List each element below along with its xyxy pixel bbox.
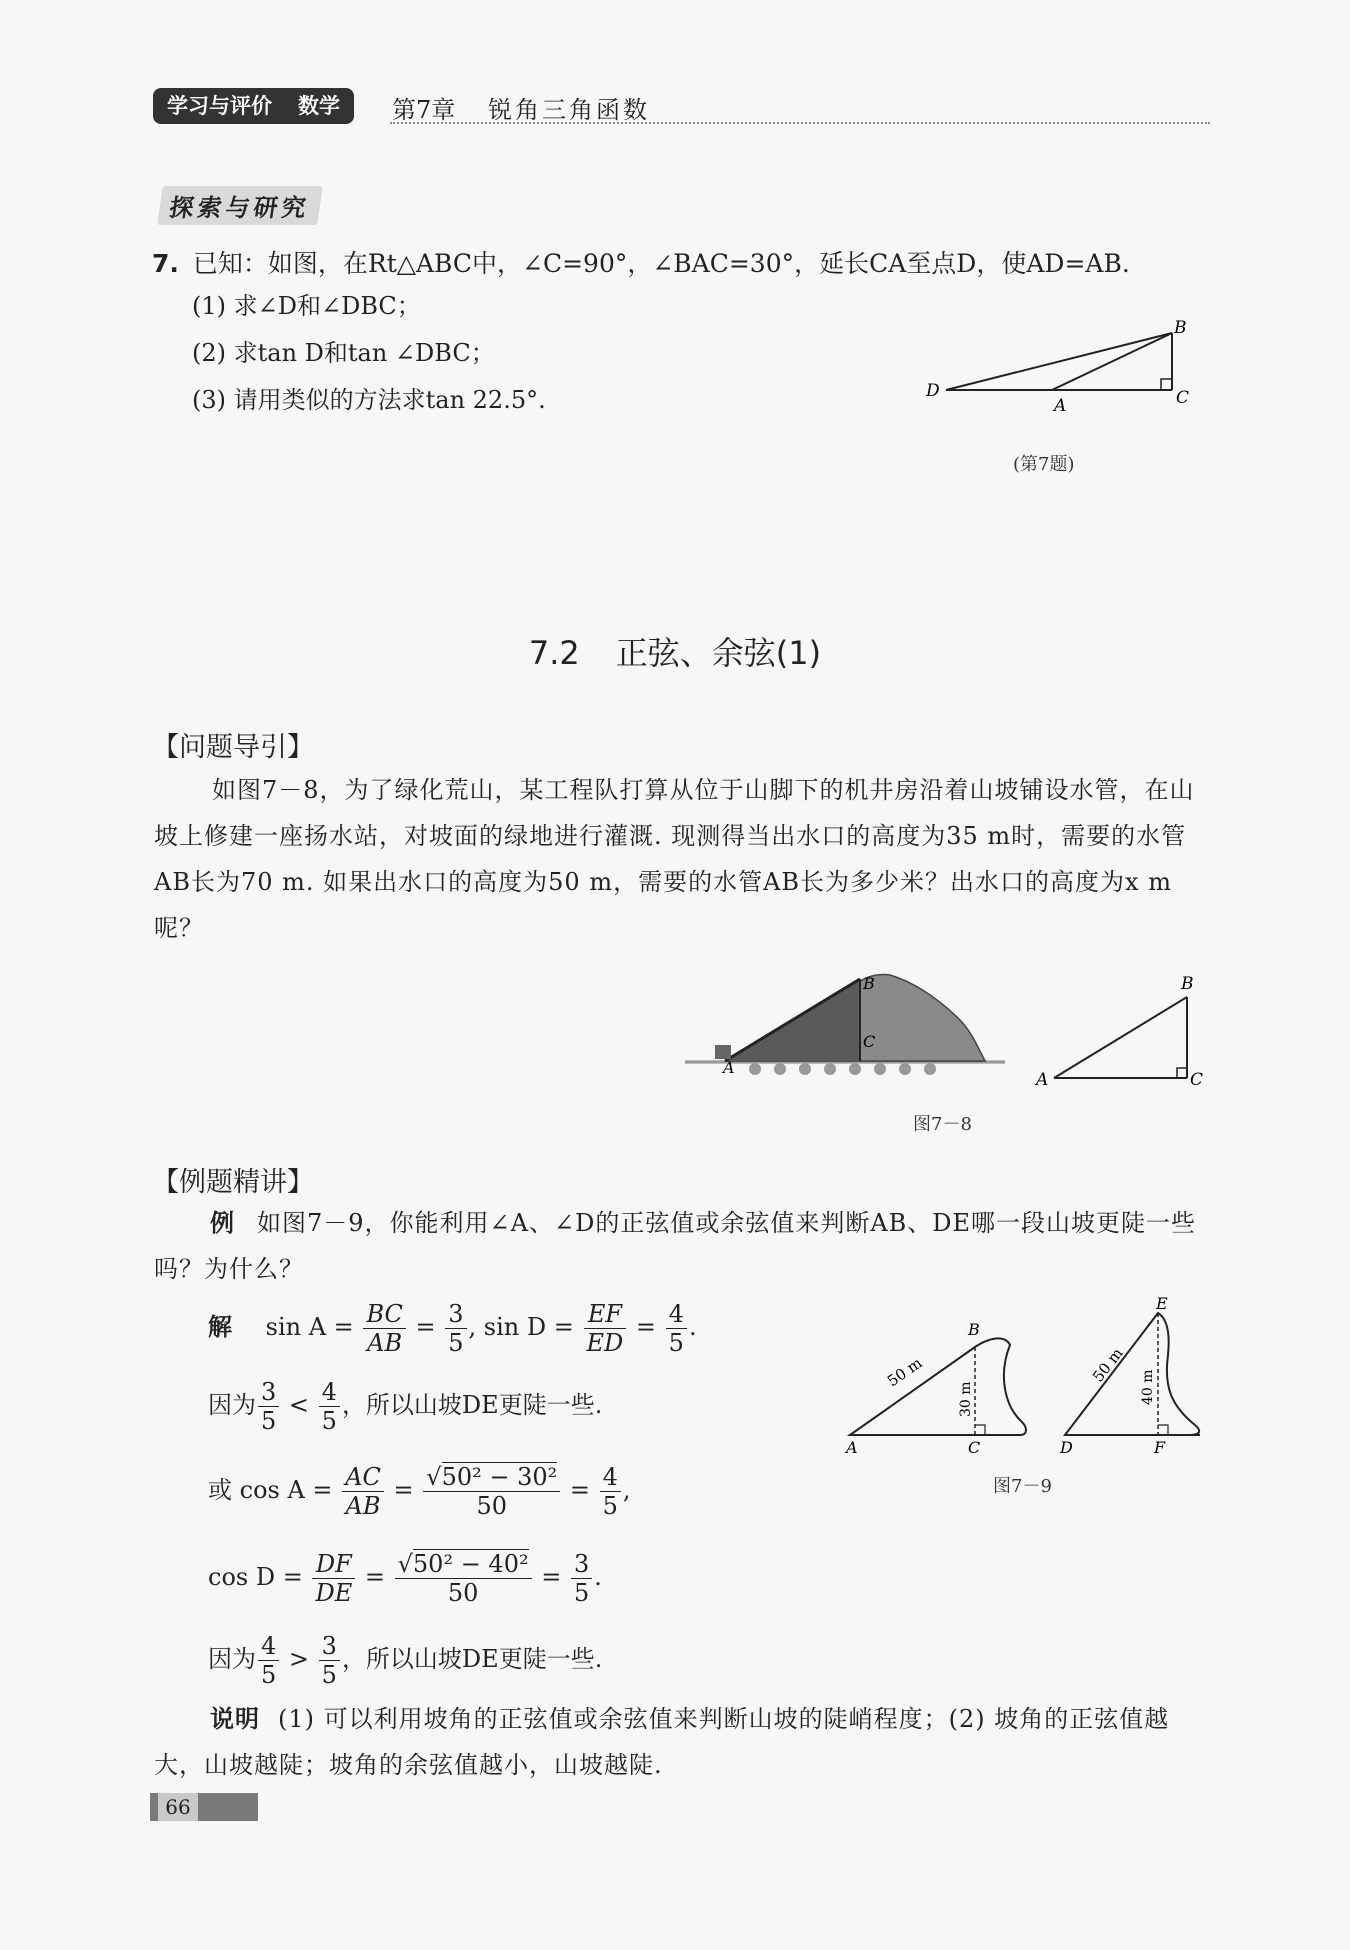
label-A2: A <box>1036 1070 1049 1090</box>
frac-4-5: $\frac{4}{5}$ <box>319 1378 340 1435</box>
label-C: C <box>863 1032 876 1051</box>
question-text: 已知：如图，在Rt△ABC中，∠C=90°，∠BAC=30°，延长CA至点D，使AD=AB. <box>192 249 1130 278</box>
label-B: B <box>863 974 875 993</box>
question-part-3: (3) 请用类似的方法求tan 22.5°. <box>192 386 546 414</box>
label-A: A <box>846 1438 858 1455</box>
label-C: C <box>1176 388 1190 408</box>
solution-line-2: 因为 $\frac{3}{5}$ < $\frac{4}{5}$ ，所以山坡DE更陡一些. <box>208 1378 603 1435</box>
label-E: E <box>1156 1295 1168 1313</box>
frac-3-5: $\frac{3}{5}$ <box>319 1632 340 1689</box>
label-A: A <box>723 1058 735 1077</box>
question-part-2: (2) 求tan D和tan ∠DBC； <box>192 339 495 367</box>
label-F: F <box>1154 1438 1166 1455</box>
solution-line-5: 因为 $\frac{4}{5}$ > $\frac{3}{5}$ ，所以山坡DE更陡一些. <box>208 1632 603 1689</box>
solution-label: 解 <box>208 1313 232 1341</box>
section-number: 7.2 <box>528 634 580 672</box>
frac-4-5: $\frac{4}{5}$ <box>258 1632 279 1689</box>
intro-paragraph: 如图7－8，为了绿化荒山，某工程队打算从位于山脚下的机井房沿着山坡铺设水管，在山坡上修建一座扬水站，对坡面的绿地进行灌溉. 现测得当出水口的高度为35 m时，需要的水管AB长为70 m. 如果出水口的高度为50 m，需要的水管AB长为多少米？出水口的高度为x m呢？ <box>154 776 1195 942</box>
frac-EF-ED: $\frac{EF}{ED}$ <box>584 1300 627 1357</box>
frac-DF-DE: $\frac{DF}{DE}$ <box>312 1550 355 1607</box>
book-name: 学习与评价 <box>167 94 272 118</box>
because-prefix: 因为 <box>208 1645 256 1673</box>
frac-AC-AB: $\frac{AC}{AB}$ <box>342 1463 384 1520</box>
label-h2: 40 m <box>1140 1369 1156 1405</box>
figure-7-8 <box>685 965 1215 1095</box>
frac-radical-D: $\frac{\text{√50² − 40²}}{50}$ <box>395 1550 532 1607</box>
subject-name: 数学 <box>298 94 340 118</box>
solution-line-4: cos D = $\frac{DF}{DE}$ = $\frac{\text{√50² − 40²}}{50}$ = $\frac{3}{5}$ . <box>208 1550 602 1607</box>
frac-radical-A: $\frac{\text{√50² − 30²}}{50}$ <box>423 1463 560 1520</box>
explore-tag: 探索与研究 <box>157 186 322 225</box>
because-suffix: ，所以山坡DE更陡一些. <box>341 1645 603 1673</box>
chapter-title: 锐角三角函数 <box>488 96 650 124</box>
sinA-prefix: sin A = <box>265 1313 354 1341</box>
label-len2: 50 m <box>1088 1344 1127 1386</box>
page-number-box <box>150 1793 258 1821</box>
note-paragraph <box>154 1696 1210 1788</box>
figure-q7 <box>920 315 1200 415</box>
note-text: (1) 可以利用坡角的正弦值或余弦值来判断山坡的陡峭程度；(2) 坡角的正弦值越大，山坡越陡；坡角的余弦值越小，山坡越陡. <box>154 1705 1170 1779</box>
label-A: A <box>1054 396 1067 415</box>
question-part-1: (1) 求∠D和∠DBC； <box>192 292 421 320</box>
solution-line-3: 或 cos A = $\frac{AC}{AB}$ = $\frac{\text{√50² − 30²}}{50}$ = $\frac{4}{5}$ , <box>208 1463 631 1520</box>
label-h1: 30 m <box>958 1381 974 1417</box>
frac-BC-AB: $\frac{BC}{AB}$ <box>363 1300 405 1357</box>
frac-3-5: $\frac{3}{5}$ <box>258 1378 279 1435</box>
section-title <box>0 628 1350 674</box>
label-len1: 50 m <box>883 1353 926 1391</box>
frac-3-5: $\frac{3}{5}$ <box>445 1300 466 1357</box>
question-number: 7. <box>152 249 179 278</box>
page-number: 66 <box>158 1793 198 1821</box>
cosD-prefix: cos D = <box>208 1563 303 1591</box>
chapter-number: 第7章 <box>392 96 456 124</box>
label-C2: C <box>1190 1070 1204 1090</box>
header-rule <box>390 122 1210 124</box>
frac-4-5: $\frac{4}{5}$ <box>600 1463 621 1520</box>
example-question <box>154 1200 1210 1292</box>
figure-7-9-caption: 图7－9 <box>993 1476 1052 1497</box>
figure-7-8-caption: 图7－8 <box>913 1114 972 1135</box>
note-label: 说明 <box>210 1705 260 1733</box>
example-label: 例 <box>210 1209 235 1237</box>
figure-q7-caption: (第7题) <box>1013 454 1075 475</box>
label-B: B <box>968 1320 980 1339</box>
example-heading: 【例题精讲】 <box>152 1167 314 1198</box>
section-name: 正弦、余弦(1) <box>615 634 822 672</box>
intro-heading: 【问题导引】 <box>152 732 314 763</box>
label-D: D <box>1060 1438 1073 1455</box>
frac-4-5: $\frac{4}{5}$ <box>666 1300 687 1357</box>
because-prefix: 因为 <box>208 1391 256 1419</box>
figure-7-9 <box>840 1295 1220 1455</box>
header-badge <box>153 88 354 124</box>
label-B2: B <box>1181 974 1194 994</box>
cosA-prefix: 或 cos A = <box>208 1476 333 1504</box>
question-7 <box>152 248 1130 280</box>
label-C: C <box>968 1438 981 1455</box>
solution-line-1: 解 sin A = $\frac{BC}{AB}$ = $\frac{3}{5}$ , sin D = $\frac{EF}{ED}$ = $\frac{4}{5}$ . <box>208 1300 697 1357</box>
label-B: B <box>1174 318 1187 338</box>
because-suffix: ，所以山坡DE更陡一些. <box>341 1391 603 1419</box>
frac-3-5: $\frac{3}{5}$ <box>571 1550 592 1607</box>
label-D: D <box>926 381 940 401</box>
example-text: 如图7－9，你能利用∠A、∠D的正弦值或余弦值来判断AB、DE哪一段山坡更陡一些吗？为什么？ <box>154 1209 1197 1283</box>
sinD-prefix: , sin D = <box>468 1313 574 1341</box>
